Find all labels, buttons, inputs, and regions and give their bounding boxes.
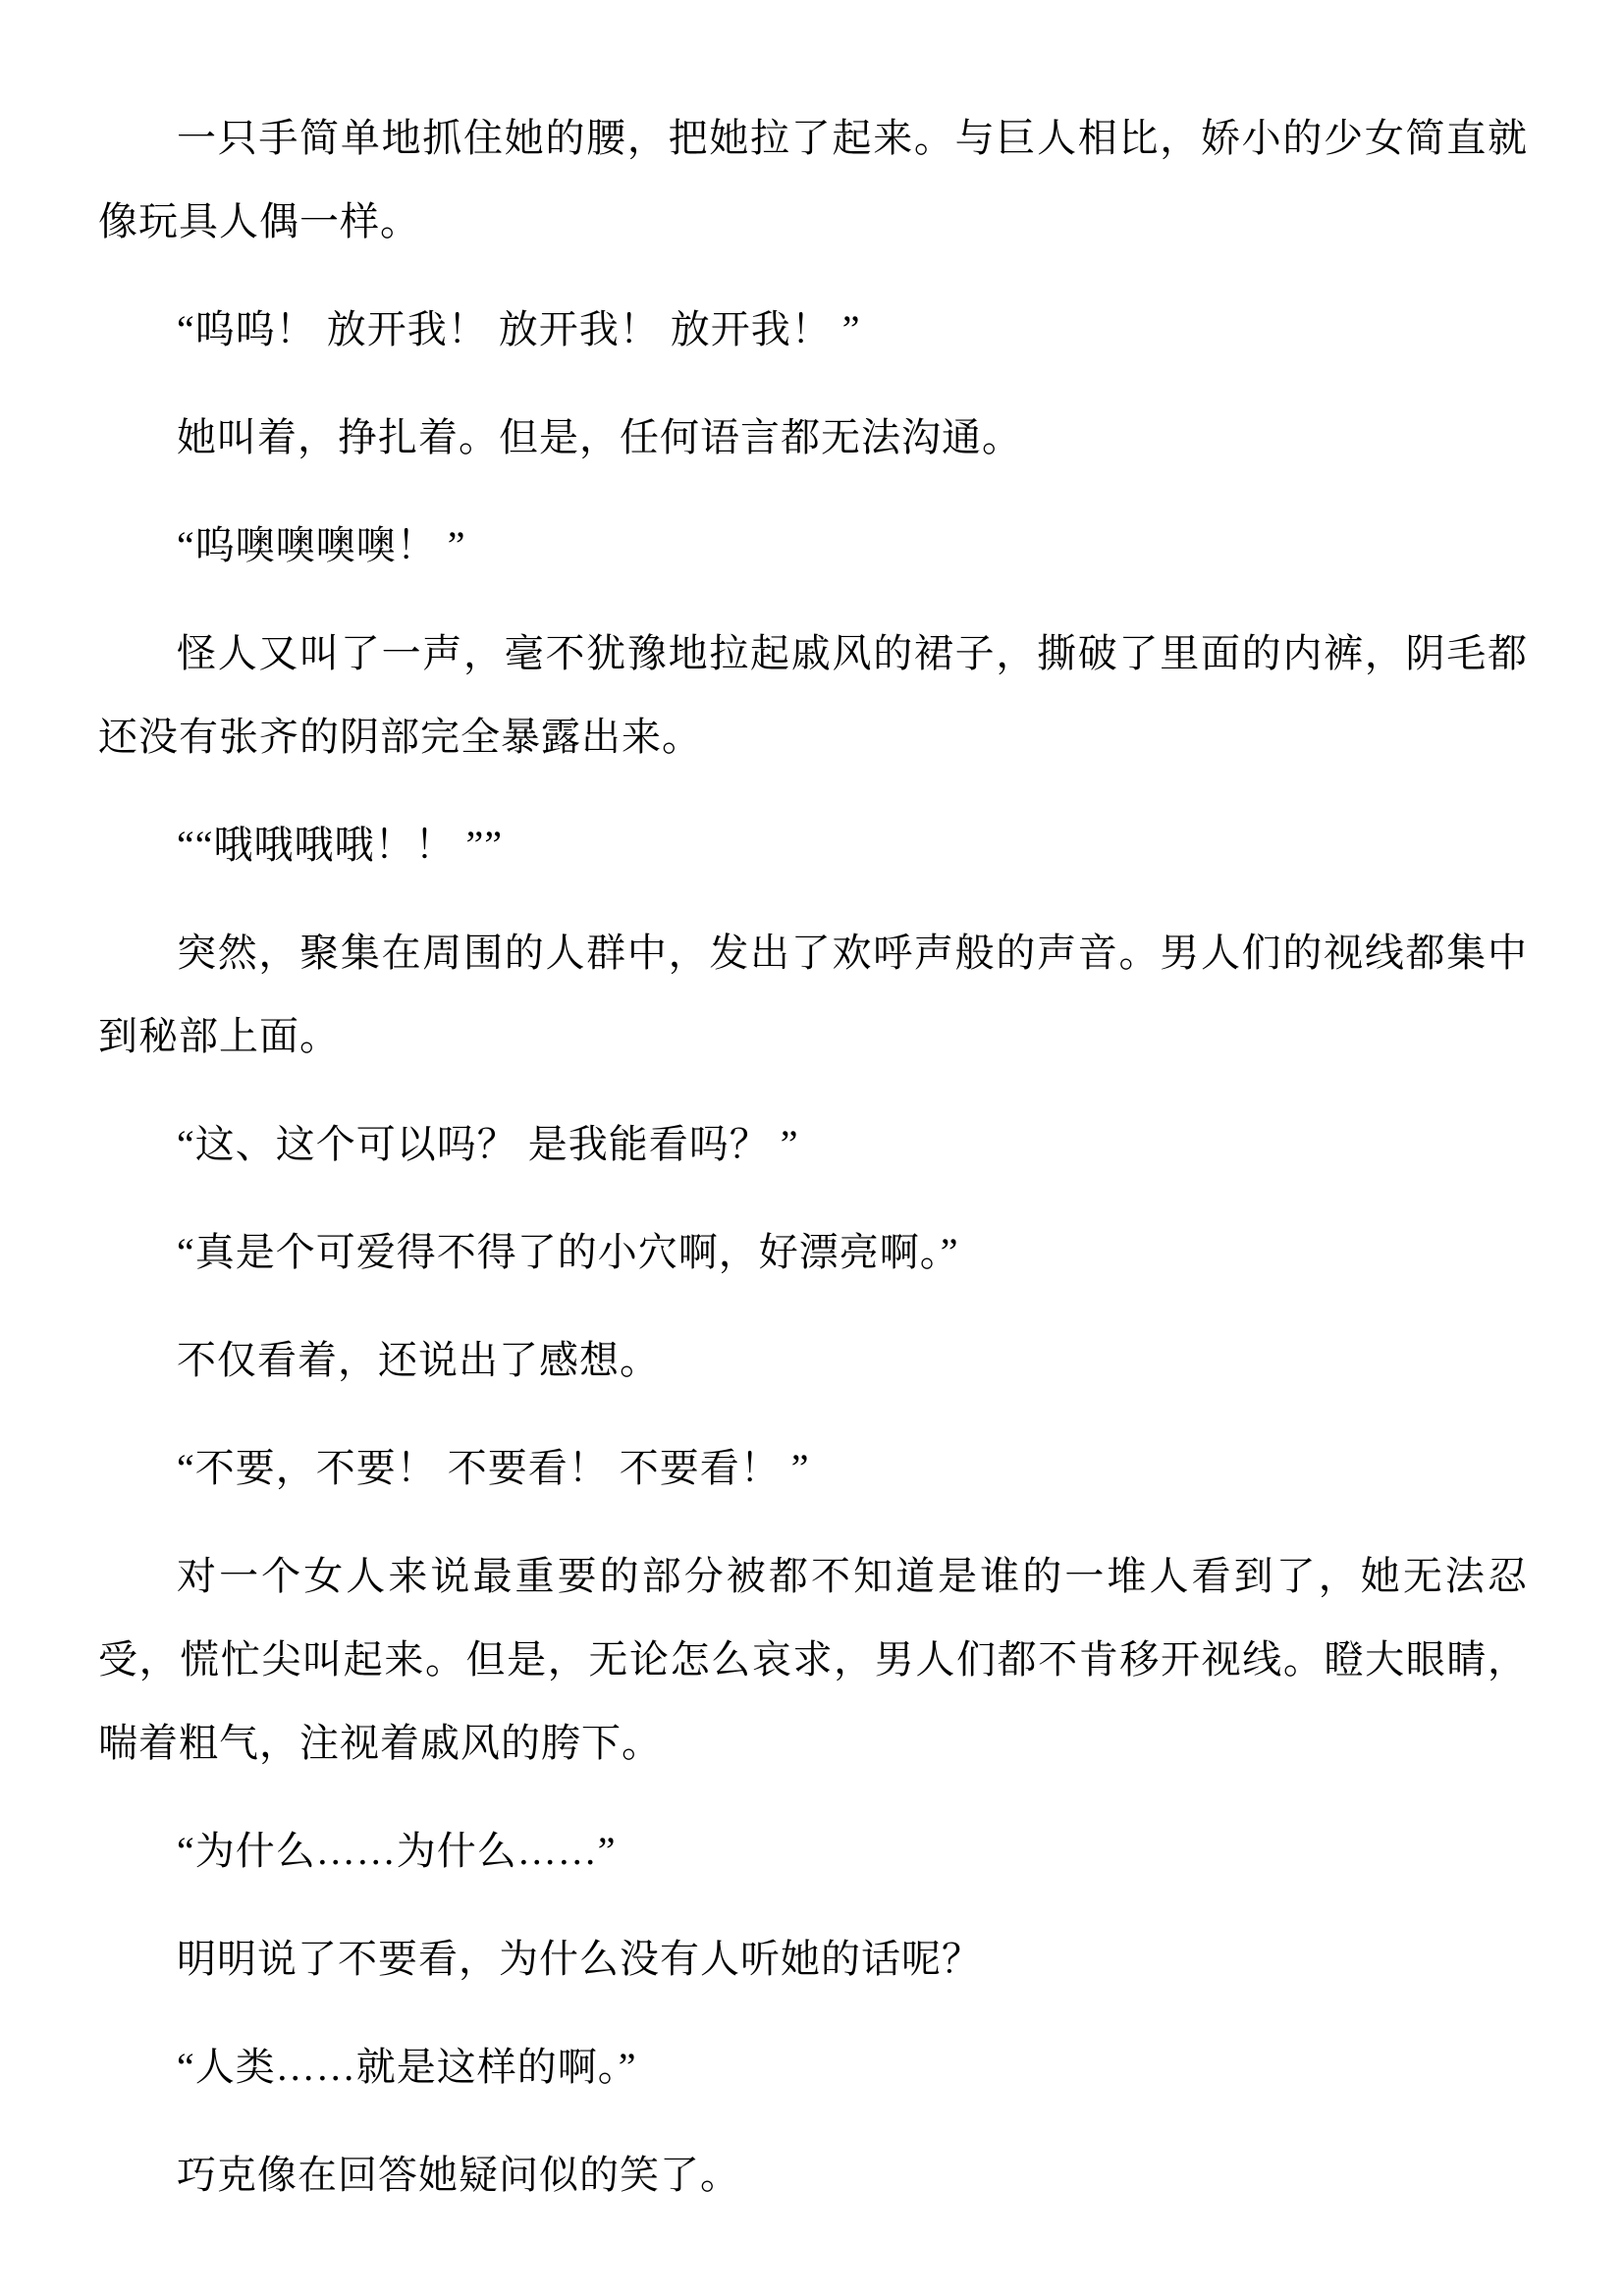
paragraph: 不仅看着，还说出了感想。 (177, 1338, 660, 1382)
paragraph: “为什么……为什么……” (177, 1829, 617, 1873)
paragraph: 巧克像在回答她疑问似的笑了。 (177, 2153, 740, 2197)
paragraph: “真是个可爱得不得了的小穴啊，好漂亮啊。” (177, 1230, 959, 1274)
paragraph: “不要，不要！ 不要看！ 不要看！ ” (177, 1446, 810, 1490)
paragraph: 怪人又叫了一声，毫不犹豫地拉起戚风的裙子，撕破了里面的内裤，阴毛都还没有张齐的阴部完全暴露出来。 (98, 631, 1528, 759)
paragraph: 明明说了不要看，为什么没有人听她的话呢？ (177, 1937, 982, 1981)
paragraph: “人类……就是这样的啊。” (177, 2045, 637, 2089)
paragraph: 对一个女人来说最重要的部分被都不知道是谁的一堆人看到了，她无法忍受，慌忙尖叫起来。但是，无论怎么哀求，男人们都不肯移开视线。瞪大眼睛，喘着粗气，注视着戚风的胯下。 (98, 1554, 1528, 1765)
paragraph: 她叫着，挣扎着。但是，任何语言都无法沟通。 (177, 415, 1022, 459)
paragraph: ““哦哦哦哦！！ ”” (177, 823, 504, 867)
paragraph: “呜呜！ 放开我！ 放开我！ 放开我！ ” (177, 307, 861, 351)
paragraph: “这、这个可以吗？ 是我能看吗？ ” (177, 1122, 799, 1166)
paragraph: “呜噢噢噢噢！ ” (177, 523, 466, 567)
paragraph: 一只手简单地抓住她的腰，把她拉了起来。与巨人相比，娇小的少女简直就像玩具人偶一样。 (98, 116, 1528, 243)
paragraph: 突然，聚集在周围的人群中，发出了欢呼声般的声音。男人们的视线都集中到秘部上面。 (98, 931, 1528, 1058)
